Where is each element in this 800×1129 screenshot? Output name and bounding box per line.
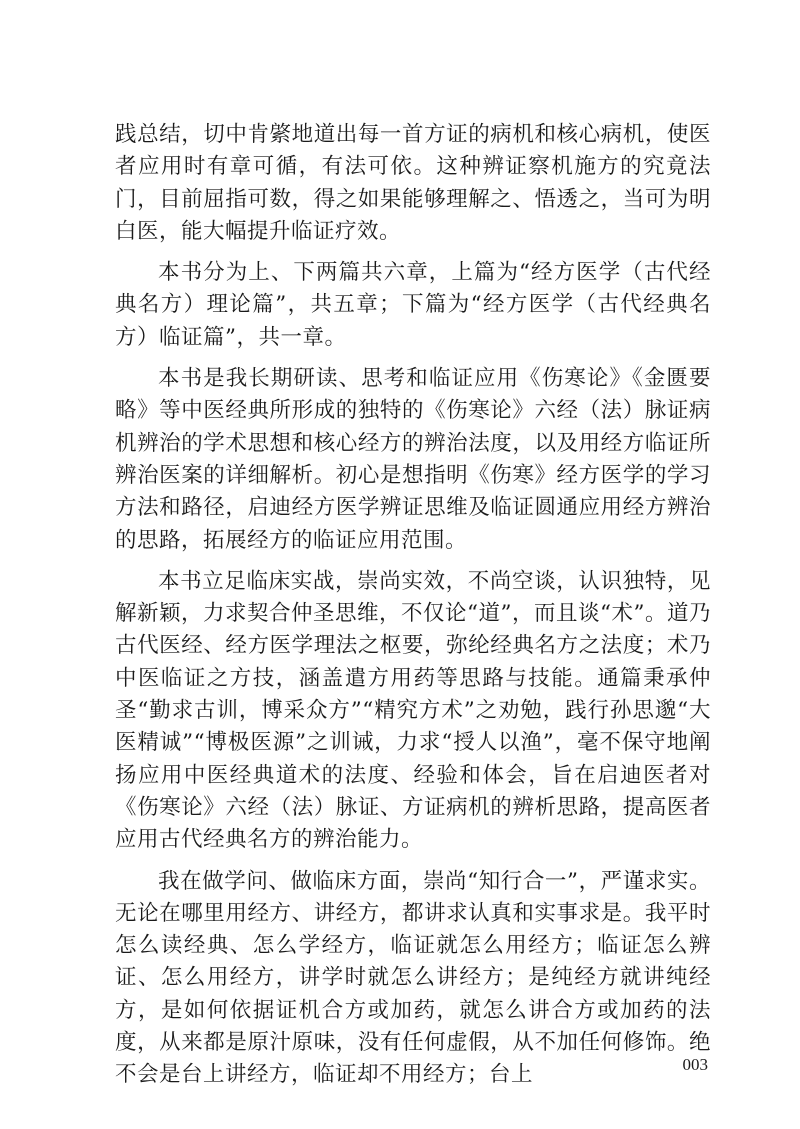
- page-body: [115, 119, 711, 1101]
- paragraph: 本书分为上、下两篇共六章，上篇为“经方医学（古代经典名方）理论篇”，共五章；下篇为“经方医学（古代经典名方）临证篇”，共一章。: [115, 260, 711, 350]
- paragraph: 本书是我长期研读、思考和临证应用《伤寒论》《金匮要略》等中医经典所形成的独特的《伤寒论》六经（法）脉证病机辨治的学术思想和核心经方的辨治法度，以及用经方临证所辨治医案的详细解析。初心是想指明《伤寒》经方医学的学习方法和路径，启迪经方医学辨证思维及临证圆通应用经方辨治的思路，拓展经方的临证应用范围。: [115, 366, 711, 553]
- paragraph-continued: 践总结，切中肯綮地道出每一首方证的病机和核心病机，使医者应用时有章可循，有法可依。这种辨证察机施方的究竟法门，目前屈指可数，得之如果能够理解之、悟透之，当可为明白医，能大幅提升临证疗效。: [115, 122, 711, 244]
- paragraph: 我在做学问、做临床方面，崇尚“知行合一”，严谨求实。无论在哪里用经方、讲经方，都讲求认真和实事求是。我平时怎么读经典、怎么学经方，临证就怎么用经方；临证怎么辨证、怎么用经方，讲学时就怎么讲经方；是纯经方就讲纯经方，是如何依据证机合方或加药，就怎么讲合方或加药的法度，从来都是原汁原味，没有任何虚假，从不加任何修饰。绝不会是台上讲经方，临证却不用经方；台上: [115, 868, 711, 1088]
- paragraph: 本书立足临床实战，崇尚实效，不尚空谈，认识独特，见解新颖，力求契合仲圣思维，不仅论“道”，而且谈“术”。道乃古代医经、经方医学理法之枢要，弥纶经典名方之法度；术乃中医临证之方技，涵盖遣方用药等思路与技能。通篇秉承仲圣“勤求古训，博采众方”“精究方术”之劝勉，践行孙思邈“大医精诚”“博极医源”之训诫，力求“授人以渔”，毫不保守地阐扬应用中医经典道术的法度、经验和体会，旨在启迪医者对《伤寒论》六经（法）脉证、方证病机的辨析思路，提高医者应用古代经典名方的辨治能力。: [115, 568, 711, 853]
- page-number: 003: [682, 1055, 708, 1074]
